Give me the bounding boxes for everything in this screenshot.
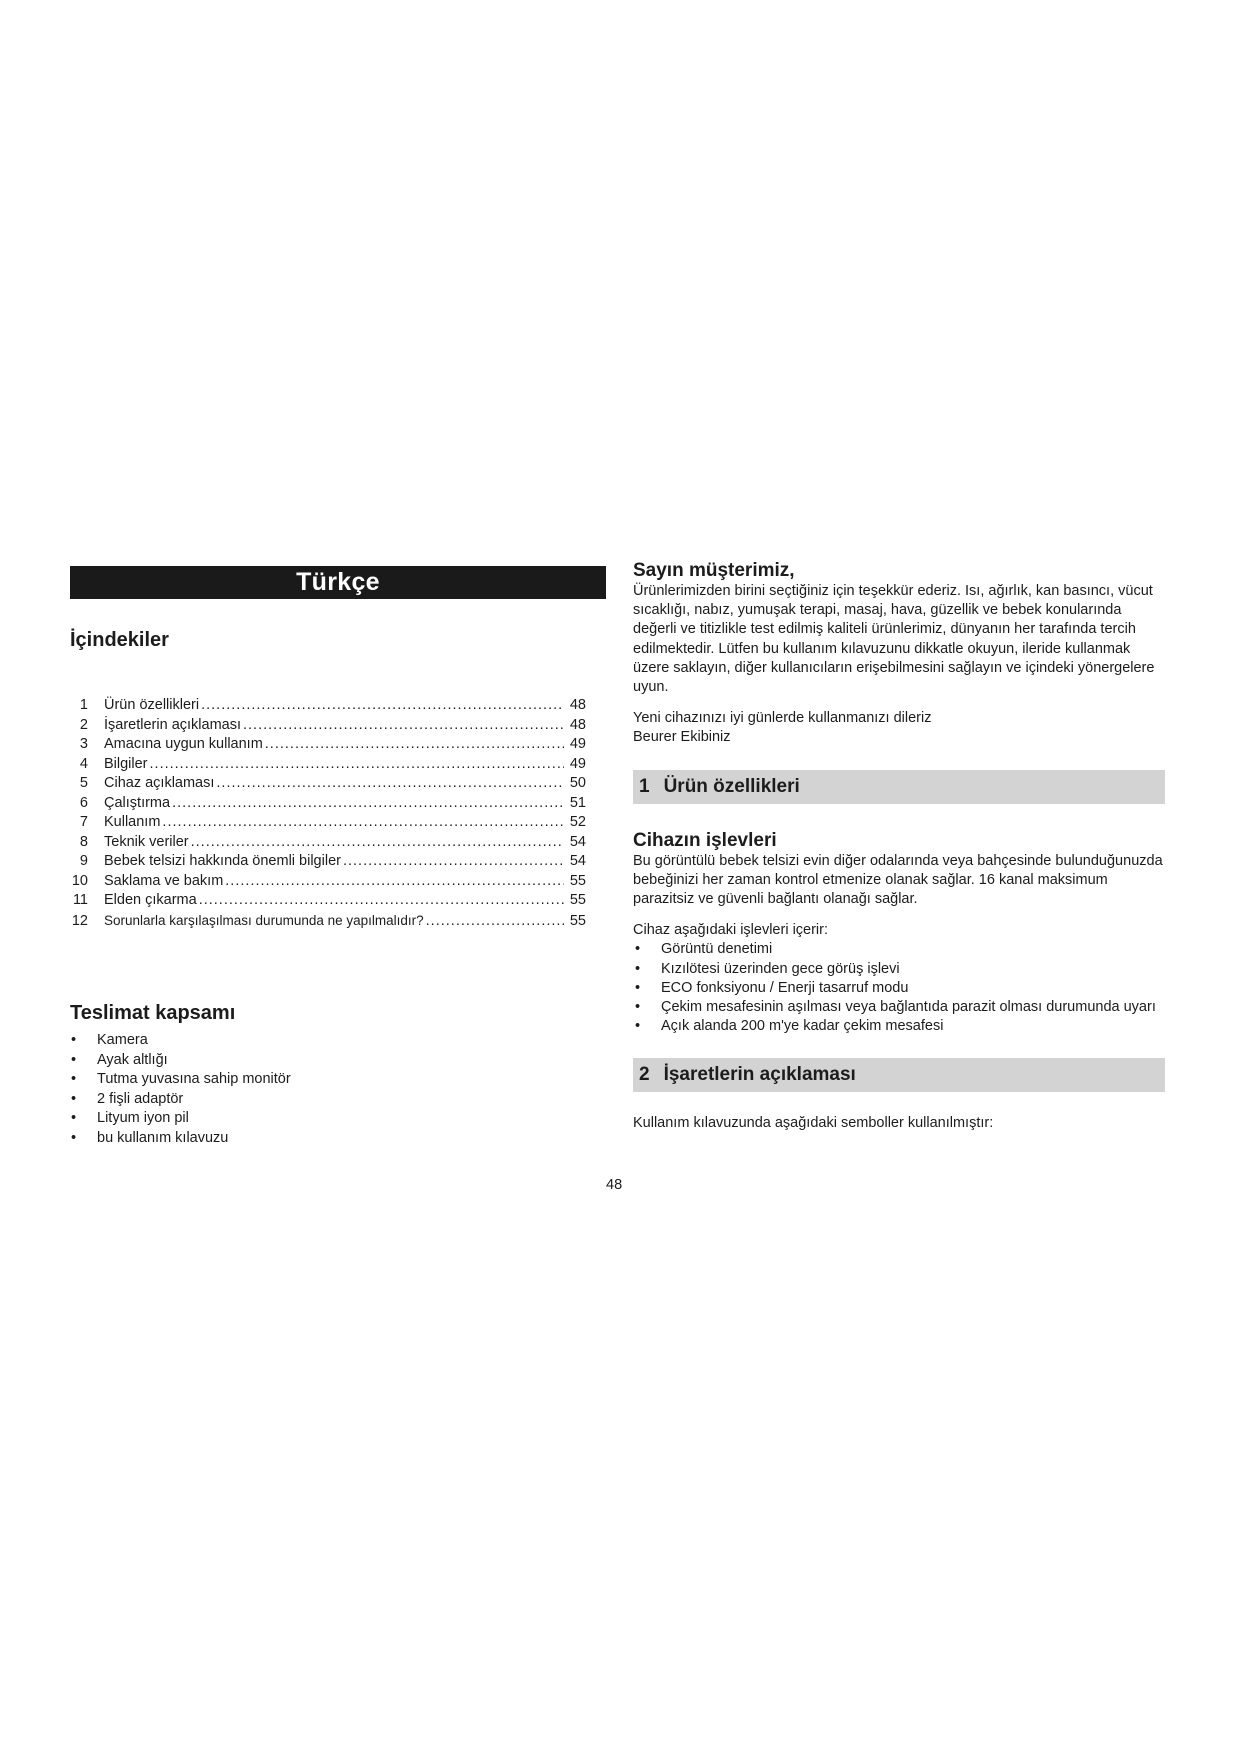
toc-entry[interactable]: 8 Teknik veriler ..... 54 [70,833,606,853]
toc-entry[interactable]: 12 Sorunlarla karşılaşılması durumunda ne yapılmalıdır? ..... 55 [70,911,606,931]
language-banner: Türkçe [70,566,606,599]
toc-entry[interactable]: 7 Kullanım ..... 52 [70,813,606,833]
list-item: • Tutma yuvasına sahip monitör [70,1070,606,1090]
toc-entry[interactable]: 6 Çalıştırma ..... 51 [70,794,606,814]
toc-entry[interactable]: 5 Cihaz açıklaması ..... 50 [70,774,606,794]
signature-line: Beurer Ekibiniz [633,729,731,746]
list-item: • Çekim mesafesinin aşılması veya bağlantıda parazit olması durumunda uyarı [633,998,1165,1017]
list-item: • ECO fonksiyonu / Enerji tasarruf modu [633,979,1165,998]
toc-entry[interactable]: 10 Saklama ve bakım ..... 55 [70,872,606,892]
toc-entry[interactable]: 2 İşaretlerin açıklaması ..... 48 [70,716,606,736]
list-item: • Kamera [70,1031,606,1051]
list-item: • 2 fişli adaptör [70,1090,606,1110]
toc-title: İçindekiler [70,629,169,651]
list-item: • Görüntü denetimi [633,940,1165,959]
section-heading-1: 1 Ürün özellikleri [633,770,1165,804]
toc-entry[interactable]: 1 Ürün özellikleri ..... 48 [70,696,606,716]
list-item: • Ayak altlığı [70,1051,606,1071]
list-item: • Kızılötesi üzerinden gece görüş işlevi [633,960,1165,979]
functions-title: Cihazın işlevleri [633,829,777,851]
functions-intro: Cihaz aşağıdaki işlevleri içerir: [633,922,829,939]
page-number: 48 [606,1177,623,1193]
functions-list [633,940,1165,1036]
left-column [70,566,606,1148]
toc-entry[interactable]: 11 Elden çıkarma ..... 55 [70,891,606,911]
delivery-scope-list [70,1031,606,1148]
functions-text: Bu görüntülü bebek telsizi evin diğer odalarında veya bahçesinde bulunduğunuzda bebeğinizi her zaman kontrol etmenize olanak sağlar. 16 kanal maksimum parazitsiz ve güvenli bağlantı olanağı sağlar. [633,852,1163,908]
delivery-scope-title: Teslimat kapsamı [70,1002,236,1024]
table-of-contents [70,696,606,930]
list-item: • bu kullanım kılavuzu [70,1129,606,1149]
list-item: • Lityum iyon pil [70,1109,606,1129]
symbols-intro: Kullanım kılavuzunda aşağıdaki semboller kullanılmıştır: [633,1115,994,1132]
greeting-title: Sayın müşterimiz, [633,560,795,581]
closing-line: Yeni cihazınızı iyi günlerde kullanmanızı dileriz [633,710,932,727]
toc-entry[interactable]: 9 Bebek telsizi hakkında önemli bilgiler ..... 54 [70,852,606,872]
right-column [633,560,1165,1134]
toc-entry[interactable]: 3 Amacına uygun kullanım ..... 49 [70,735,606,755]
greeting-text: Ürünlerimizden birini seçtiğiniz için teşekkür ederiz. Isı, ağırlık, kan basıncı, vücut sıcaklığı, nabız, yumuşak terapi, masaj, hava, güzellik ve bebek konularında değerli ve titizlikle test edilmiş kaliteli ürünlerimiz, dünyanın her tarafında tercih edilmektedir. Lütfen bu kullanım kılavuzunu dikkatle okuyun, ileride kullanmak üzere saklayın, diğer kullanıcıların erişebilmesini sağlayın ve içindeki yönergelere uyun. [633,583,1155,696]
list-item: • Açık alanda 200 m'ye kadar çekim mesafesi [633,1017,1165,1036]
toc-entry[interactable]: 4 Bilgiler ..... 49 [70,755,606,775]
section-heading-2: 2 İşaretlerin açıklaması [633,1058,1165,1092]
